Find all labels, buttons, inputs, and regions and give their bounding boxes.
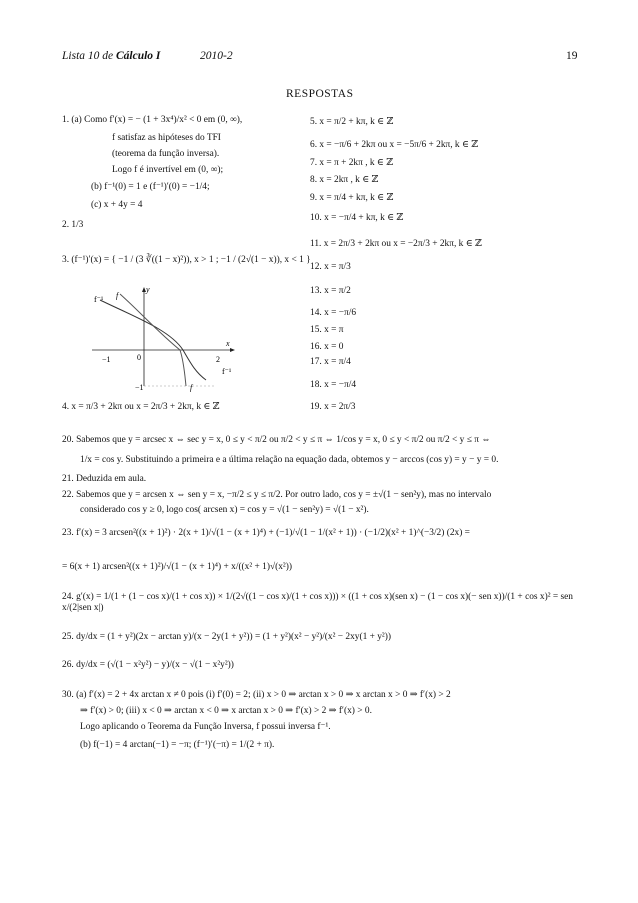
answer-5: 5. x = π/2 + kπ, k ∈ ℤ [310, 117, 394, 127]
answer-30a-line1: 30. (a) f′(x) = 2 + 4x arctan x ≠ 0 pois (i) f′(0) = 2; (ii) x > 0 ⇒ arctan x > 0 ⇒ x arctan x > 0 ⇒ f′(x) > 2 [62, 690, 451, 700]
answer-10: 10. x = −π/4 + kπ, k ∈ ℤ [310, 213, 404, 223]
label-finv-right: f⁻¹ [222, 367, 232, 376]
answer-19: 19. x = 2π/3 [310, 402, 356, 412]
answer-17: 17. x = π/4 [310, 357, 351, 367]
answer-7: 7. x = π + 2kπ , k ∈ ℤ [310, 158, 394, 168]
tick-zero: 0 [137, 353, 141, 362]
curve-f-inverse [100, 300, 206, 380]
answer-22-line2: considerado cos y ≥ 0, logo cos( arcsen x) = cos y = √(1 − sen²y) = √(1 − x²). [80, 505, 369, 515]
answer-21: 21. Deduzida em aula. [62, 474, 147, 484]
answer-30a-line2: ⇒ f′(x) > 0; (iii) x < 0 ⇒ arctan x < 0 ⇒ x arctan x > 0 ⇒ f′(x) > 2 ⇒ f′(x) > 0. [80, 706, 372, 716]
header-course: Cálculo I [116, 50, 161, 62]
answer-18: 18. x = −π/4 [310, 380, 357, 390]
answer-16: 16. x = 0 [310, 342, 344, 352]
label-f-low: f [190, 383, 193, 392]
answer-1a-line3: (teorema da função inversa). [112, 149, 220, 159]
header-page-number: 19 [566, 50, 578, 62]
curve-f [120, 294, 186, 386]
answer-20-line2: 1/x = cos y. Substituindo a primeira e a última relação na equação dada, obtemos y − arccos (cos y) = y − y = 0. [80, 455, 499, 465]
answer-22-line1: 22. Sabemos que y = arcsen x ⇔ sen y = x, −π/2 ≤ y ≤ π/2. Por outro lado, cos y = ±√(1 − sen²y), mas no intervalo [62, 490, 492, 500]
label-f-top: f [116, 291, 119, 300]
answer-1a: 1. (a) Como f′(x) = − (1 + 3x⁴)/x² < 0 em (0, ∞), [62, 115, 243, 125]
answer-2: 2. 1/3 [62, 220, 84, 230]
answer-8: 8. x = 2kπ , k ∈ ℤ [310, 175, 379, 185]
answer-3: 3. (f⁻¹)′(x) = { −1 / (3 ∛((1 − x)²)), x > 1 ; −1 / (2√(1 − x)), x < 1 } [62, 255, 311, 265]
answer-9: 9. x = π/4 + kπ, k ∈ ℤ [310, 193, 394, 203]
header-left [62, 50, 160, 62]
tick-minus-1: −1 [102, 355, 111, 364]
tick-minus-1-low: −1 [135, 383, 144, 392]
answer-30b: (b) f(−1) = 4 arctan(−1) = −π; (f⁻¹)′(−π) = 1/(2 + π). [80, 740, 275, 750]
answer-12: 12. x = π/3 [310, 262, 351, 272]
inverse-function-graph [80, 282, 270, 394]
label-x: x [226, 339, 230, 348]
answer-25: 25. dy/dx = (1 + y²)(2x − arctan y)/(x − 2y(1 + y²)) = (1 + y²)(x² − y²)/(x² − 2xy(1 + y²)) [62, 632, 391, 642]
page-title: RESPOSTAS [286, 88, 354, 100]
answer-23-line2: = 6(x + 1) arcsen²((x + 1)²)/√(1 − (x + 1)⁴) + x/((x² + 1)√(x²)) [62, 562, 292, 572]
answer-13: 13. x = π/2 [310, 286, 351, 296]
tick-two: 2 [216, 355, 220, 364]
answer-14: 14. x = −π/6 [310, 308, 357, 318]
answer-26: 26. dy/dx = (√(1 − x²y²) − y)/(x − √(1 − x²y²)) [62, 660, 234, 670]
x-axis-arrow [230, 348, 235, 352]
answer-20-line1: 20. Sabemos que y = arcsec x ⇔ sec y = x, 0 ≤ y < π/2 ou π/2 < y ≤ π ⇔ 1/cos y = x, 0 ≤ y < π/2 ou π/2 < y ≤ π ⇔ [62, 435, 491, 445]
label-y: y [146, 285, 150, 294]
answer-24: 24. g′(x) = 1/(1 + (1 − cos x)/(1 + cos x)) × 1/(2√((1 − cos x)/(1 + cos x))) × ((1 + cos x)(sen x) − (1 − cos x)(− sen x))/(1 + cos x)² = sen x/(2|sen x|) [62, 592, 573, 613]
answer-1b: (b) f⁻¹(0) = 1 e (f⁻¹)′(0) = −1/4; [91, 182, 210, 192]
answer-15: 15. x = π [310, 325, 344, 335]
answer-6: 6. x = −π/6 + 2kπ ou x = −5π/6 + 2kπ, k ∈ ℤ [310, 140, 479, 150]
answer-1c: (c) x + 4y = 4 [91, 200, 143, 210]
answer-1a-line4: Logo f é invertível em (0, ∞); [112, 165, 224, 175]
answer-23-line1: 23. f′(x) = 3 arcsen²((x + 1)²) · 2(x + 1)/√(1 − (x + 1)⁴) + (−1)/√(1 − 1/(x² + 1)) · (−1/2)(x² + 1)^(−3/2) (2x) = [62, 528, 470, 538]
answer-1a-line2: f satisfaz as hipóteses do TFI [112, 133, 221, 143]
label-finv-top: f⁻¹ [94, 295, 104, 304]
answer-11: 11. x = 2π/3 + 2kπ ou x = −2π/3 + 2kπ, k ∈ ℤ [310, 239, 482, 249]
header-term: 2010-2 [200, 50, 233, 62]
answer-4: 4. x = π/3 + 2kπ ou x = 2π/3 + 2kπ, k ∈ ℤ [62, 402, 220, 412]
answer-30a-line3: Logo aplicando o Teorema da Função Inversa, f possui inversa f⁻¹. [80, 722, 331, 732]
header-list-label: Lista 10 de [62, 50, 114, 62]
